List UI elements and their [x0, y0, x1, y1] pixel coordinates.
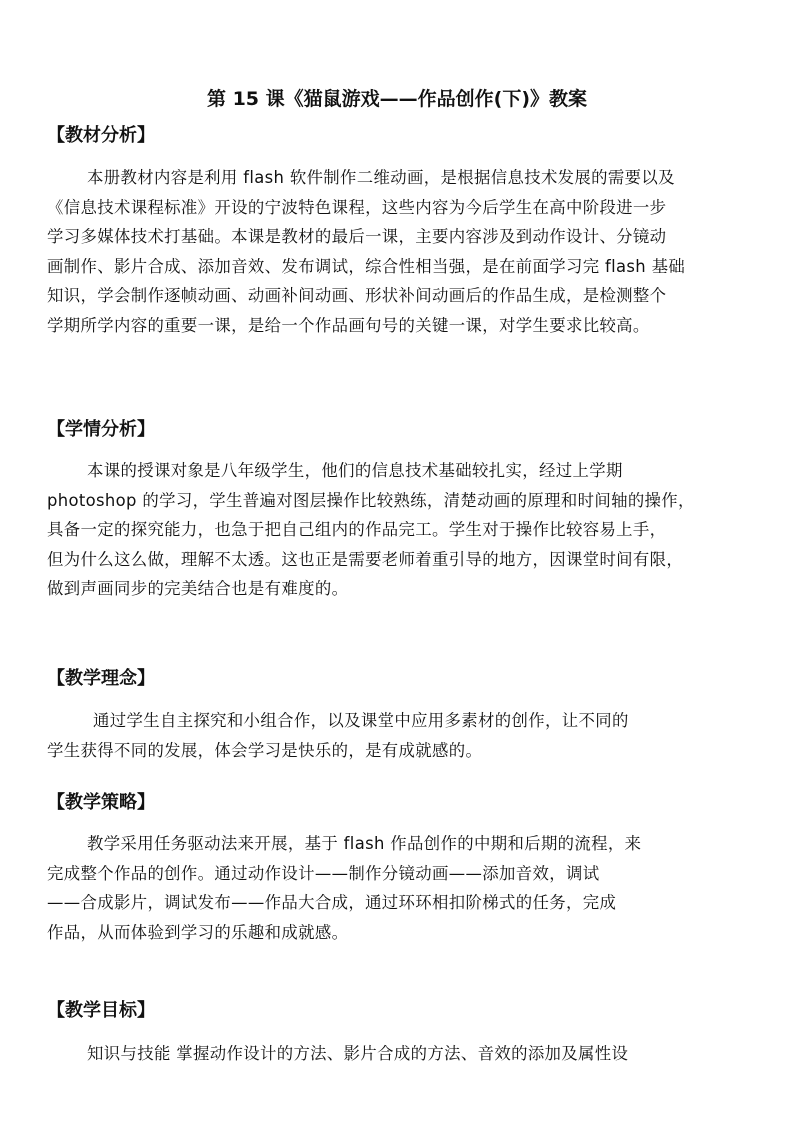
paragraph-line: photoshop 的学习，学生普遍对图层操作比较熟练，清楚动画的原理和时间轴的操作， [47, 490, 695, 510]
section-heading-learner-analysis: 【学情分析】 [47, 419, 155, 440]
section-body-learner-analysis [47, 456, 738, 604]
paragraph-line: 做到声画同步的完美结合也是有难度的。 [47, 579, 349, 599]
paragraph-line: 本课的授课对象是八年级学生，他们的信息技术基础较扎实，经过上学期 [87, 461, 623, 480]
paragraph-line: 《信息技术课程标准》开设的宁波特色课程，这些内容为今后学生在高中阶段进一步 [47, 197, 667, 217]
paragraph-line: ——合成影片，调试发布——作品大合成，通过环环相扣阶梯式的任务，完成 [47, 893, 617, 913]
paragraph-line: 具备一定的探究能力，也急于把自己组内的作品完工。学生对于操作比较容易上手， [47, 520, 667, 540]
document-title: 第 15 课《猫鼠游戏——作品创作(下)》教案 [206, 88, 588, 110]
section-body-teaching-objectives [47, 1039, 738, 1069]
section-heading-teaching-strategy: 【教学策略】 [47, 792, 155, 813]
paragraph-line: 但为什么这么做，理解不太透。这也正是需要老师着重引导的地方，因课堂时间有限， [47, 549, 684, 569]
paragraph-line: 作品，从而体验到学习的乐趣和成就感。 [47, 922, 349, 942]
paragraph-line: 学习多媒体技术打基础。本课是教材的最后一课，主要内容涉及到动作设计、分镜动 [47, 227, 667, 247]
section-heading-textbook-analysis: 【教材分析】 [47, 125, 155, 146]
section-body-teaching-strategy [47, 829, 738, 947]
paragraph-line: 画制作、影片合成、添加音效、发布调试，综合性相当强，是在前面学习完 flash 基础 [47, 256, 686, 276]
section-heading-teaching-objectives: 【教学目标】 [47, 1000, 155, 1021]
paragraph-line: 知识与技能 掌握动作设计的方法、影片合成的方法、音效的添加及属性设 [87, 1044, 629, 1063]
paragraph-line: 完成整个作品的创作。通过动作设计——制作分镜动画——添加音效，调试 [47, 863, 600, 883]
paragraph-line: 知识，学会制作逐帧动画、动画补间动画、形状补间动画后的作品生成，是检测整个 [47, 286, 667, 306]
paragraph-line: 学期所学内容的重要一课，是给一个作品画句号的关键一课，对学生要求比较高。 [47, 315, 650, 335]
section-body-textbook-analysis [47, 163, 738, 341]
paragraph-line: 教学采用任务驱动法来开展，基于 flash 作品创作的中期和后期的流程，来 [87, 834, 642, 853]
paragraph-line: 本册教材内容是利用 flash 软件制作二维动画，是根据信息技术发展的需要以及 [87, 168, 675, 187]
paragraph-line: 学生获得不同的发展，体会学习是快乐的，是有成就感的。 [47, 740, 483, 760]
paragraph-line: 通过学生自主探究和小组合作，以及课堂中应用多素材的创作，让不同的 [93, 711, 629, 730]
section-heading-teaching-philosophy: 【教学理念】 [47, 668, 155, 689]
section-body-teaching-philosophy [47, 706, 738, 765]
